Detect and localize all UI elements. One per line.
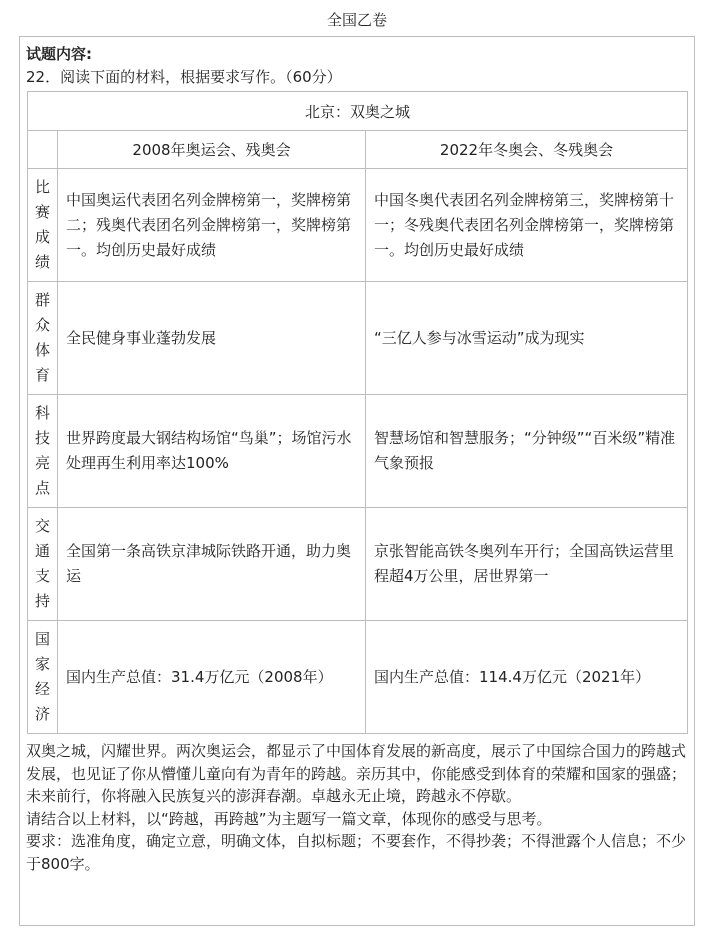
- table-header-empty: [28, 131, 58, 169]
- cell-2008-text: 全国第一条高铁京津城际铁路开通，助力奥运: [66, 542, 352, 585]
- cell-2008: [58, 282, 366, 395]
- table-row: [28, 282, 688, 395]
- cell-2022-text: 京张智能高铁冬奥列车开行；全国高铁运营里程超4万公里，居世界第一: [374, 542, 675, 585]
- row-category: [28, 508, 58, 621]
- row-category: [28, 395, 58, 508]
- cell-2008: [58, 395, 366, 508]
- row-category-text: 科技亮点: [34, 404, 50, 497]
- row-category-text: 比赛成绩: [34, 178, 50, 271]
- row-category-text: 国家经济: [34, 630, 50, 723]
- page-title: 全国乙卷: [326, 11, 387, 29]
- footer-requirements: 要求：选准角度，确定立意，明确文体，自拟标题；不要套作，不得抄袭；不得泄露个人信息；不少于800字。: [26, 832, 687, 873]
- row-category-text: 群众体育: [34, 291, 50, 384]
- cell-2008-text: 世界跨度最大钢结构场馆“鸟巢”；场馆污水处理再生利用率达100%: [66, 429, 352, 472]
- table-header-row: [28, 131, 688, 169]
- row-category: [28, 282, 58, 395]
- cell-2008-text: 中国奥运代表团名列金牌榜第一，奖牌榜第二；残奥代表团名列金牌榜第一，奖牌榜第一。均创历史最好成绩: [66, 190, 352, 259]
- row-category-text: 交通支持: [34, 517, 50, 610]
- column-header-2008: 2008年奥运会、残奥会: [58, 131, 366, 169]
- table-row: [28, 508, 688, 621]
- row-category: [28, 169, 58, 282]
- table-row: [28, 395, 688, 508]
- table-row: [28, 169, 688, 282]
- cell-2022-text: 智慧场馆和智慧服务；“分钟级”“百米级”精准气象预报: [374, 429, 676, 472]
- question-label: 试题内容:: [26, 45, 92, 63]
- cell-2022: [366, 169, 688, 282]
- row-category: [28, 621, 58, 734]
- question-prompt: 22．阅读下面的材料，根据要求写作。（60分）: [26, 68, 342, 86]
- cell-2022-text: 中国冬奥代表团名列金牌榜第三，奖牌榜第十一；冬残奥代表团名列金牌榜第一，奖牌榜第一。均创历史最好成绩: [374, 190, 675, 259]
- footer-paragraph: 双奥之城，闪耀世界。两次奥运会，都显示了中国体育发展的新高度，展示了中国综合国力的跨越式发展，也见证了你从懵懂儿童向有为青年的跨越。亲历其中，你能感受到体育的荣耀和国家的强盛；未来前行，你将融入民族复兴的澎湃春潮。卓越永无止境，跨越永不停歇。: [26, 742, 687, 805]
- table-row: [28, 621, 688, 734]
- cell-2022: [366, 395, 688, 508]
- column-header-2022: 2022年冬奥会、冬残奥会: [366, 131, 688, 169]
- cell-2022-text: 国内生产总值：114.4万亿元（2021年）: [374, 667, 651, 686]
- material-table: [27, 91, 688, 734]
- cell-2008: [58, 621, 366, 734]
- cell-2022-text: “三亿人参与冰雪运动”成为现实: [374, 328, 585, 347]
- footer-instruction: 请结合以上材料，以“跨越，再跨越”为主题写一篇文章，体现你的感受与思考。: [26, 809, 552, 828]
- table-title: 北京：双奥之城: [28, 92, 688, 131]
- cell-2022: [366, 621, 688, 734]
- cell-2022: [366, 508, 688, 621]
- material-footer: [26, 740, 690, 875]
- cell-2008: [58, 508, 366, 621]
- cell-2008-text: 全民健身事业蓬勃发展: [66, 328, 217, 347]
- cell-2008: [58, 169, 366, 282]
- table-title-row: [28, 92, 688, 131]
- cell-2022: [366, 282, 688, 395]
- cell-2008-text: 国内生产总值：31.4万亿元（2008年）: [66, 667, 333, 686]
